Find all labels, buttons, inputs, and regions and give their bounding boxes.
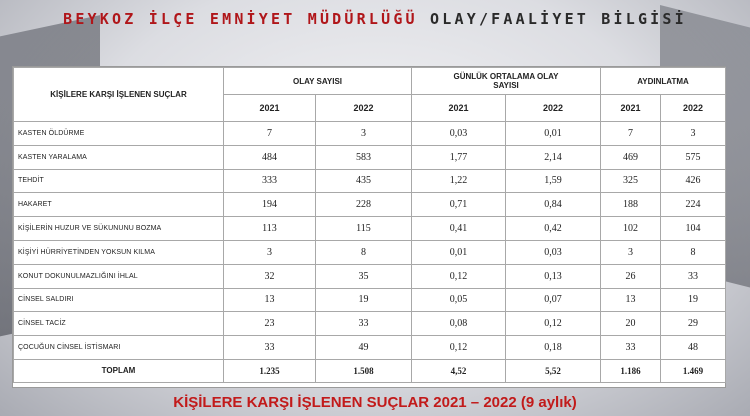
- crime-type-label: KİŞİLERİN HUZUR VE SÜKUNUNU BOZMA: [14, 217, 224, 241]
- crime-type-label: KİŞİYİ HÜRRİYETİNDEN YOKSUN KILMA: [14, 240, 224, 264]
- year-header: 2022: [506, 95, 601, 122]
- table-body: [14, 122, 726, 383]
- total-row: [14, 359, 726, 382]
- year-header: 2022: [316, 95, 412, 122]
- caption: KİŞİLERE KARŞI İŞLENEN SUÇLAR 2021 – 2022 (9 aylık): [173, 394, 577, 411]
- year-header: 2021: [601, 95, 661, 122]
- value-cell: 583: [316, 145, 412, 169]
- crime-type-label: CİNSEL SALDIRI: [14, 288, 224, 312]
- crime-type-label: KASTEN YARALAMA: [14, 145, 224, 169]
- value-cell: 7: [601, 122, 661, 146]
- value-cell: 0,05: [412, 288, 506, 312]
- value-cell: 48: [661, 336, 726, 360]
- value-cell: 0,12: [506, 312, 601, 336]
- total-value-cell: 4,52: [412, 359, 506, 382]
- value-cell: 3: [316, 122, 412, 146]
- value-cell: 325: [601, 169, 661, 193]
- crime-type-label: ÇOCUĞUN CİNSEL İSTİSMARI: [14, 336, 224, 360]
- value-cell: 0,03: [506, 240, 601, 264]
- crime-type-label: KASTEN ÖLDÜRME: [14, 122, 224, 146]
- table-row: [14, 169, 726, 193]
- value-cell: 20: [601, 312, 661, 336]
- value-cell: 33: [224, 336, 316, 360]
- value-cell: 19: [316, 288, 412, 312]
- table-row: [14, 217, 726, 241]
- value-cell: 426: [661, 169, 726, 193]
- crime-type-label: CİNSEL TACİZ: [14, 312, 224, 336]
- value-cell: 0,03: [412, 122, 506, 146]
- year-header: 2022: [661, 95, 726, 122]
- table-row: [14, 312, 726, 336]
- crime-type-label: HAKARET: [14, 193, 224, 217]
- table-row: [14, 145, 726, 169]
- table-row: [14, 288, 726, 312]
- value-cell: 19: [661, 288, 726, 312]
- value-cell: 33: [601, 336, 661, 360]
- value-cell: 224: [661, 193, 726, 217]
- page-title: [0, 10, 750, 28]
- table-row: [14, 336, 726, 360]
- value-cell: 0,41: [412, 217, 506, 241]
- value-cell: 333: [224, 169, 316, 193]
- year-header: 2021: [224, 95, 316, 122]
- value-cell: 32: [224, 264, 316, 288]
- crime-type-label: TEHDİT: [14, 169, 224, 193]
- value-cell: 0,12: [412, 336, 506, 360]
- value-cell: 13: [601, 288, 661, 312]
- value-cell: 2,14: [506, 145, 601, 169]
- value-cell: 13: [224, 288, 316, 312]
- value-cell: 33: [661, 264, 726, 288]
- value-cell: 188: [601, 193, 661, 217]
- value-cell: 0,01: [412, 240, 506, 264]
- total-value-cell: 1.508: [316, 359, 412, 382]
- value-cell: 49: [316, 336, 412, 360]
- title-red-part: BEYKOZ İLÇE EMNİYET MÜDÜRLÜĞÜ: [63, 10, 418, 28]
- value-cell: 1,59: [506, 169, 601, 193]
- table-row: [14, 240, 726, 264]
- table-row: [14, 193, 726, 217]
- value-cell: 0,42: [506, 217, 601, 241]
- value-cell: 0,01: [506, 122, 601, 146]
- value-cell: 575: [661, 145, 726, 169]
- value-cell: 26: [601, 264, 661, 288]
- group-header-gunluk-ortalama: GÜNLÜK ORTALAMA OLAY SAYISI: [412, 68, 601, 95]
- value-cell: 0,12: [412, 264, 506, 288]
- value-cell: 7: [224, 122, 316, 146]
- crime-type-label: KONUT DOKUNULMAZLIĞINI İHLAL: [14, 264, 224, 288]
- title-dark-part: OLAY/FAALİYET BİLGİSİ: [430, 10, 687, 28]
- value-cell: 0,71: [412, 193, 506, 217]
- value-cell: 3: [661, 122, 726, 146]
- value-cell: 8: [661, 240, 726, 264]
- crime-statistics-table-container: [12, 66, 726, 388]
- value-cell: 484: [224, 145, 316, 169]
- group-header-aydinlatma: AYDINLATMA: [601, 68, 726, 95]
- value-cell: 35: [316, 264, 412, 288]
- value-cell: 228: [316, 193, 412, 217]
- value-cell: 113: [224, 217, 316, 241]
- value-cell: 1,22: [412, 169, 506, 193]
- value-cell: 0,84: [506, 193, 601, 217]
- table-row: [14, 122, 726, 146]
- value-cell: 435: [316, 169, 412, 193]
- value-cell: 0,07: [506, 288, 601, 312]
- year-header: 2021: [412, 95, 506, 122]
- value-cell: 33: [316, 312, 412, 336]
- value-cell: 0,18: [506, 336, 601, 360]
- value-cell: 8: [316, 240, 412, 264]
- value-cell: 3: [601, 240, 661, 264]
- crime-statistics-table: [13, 67, 726, 383]
- value-cell: 1,77: [412, 145, 506, 169]
- total-value-cell: 5,52: [506, 359, 601, 382]
- value-cell: 29: [661, 312, 726, 336]
- total-label: TOPLAM: [14, 359, 224, 382]
- value-cell: 3: [224, 240, 316, 264]
- group-header-olay-sayisi: OLAY SAYISI: [224, 68, 412, 95]
- table-row: [14, 264, 726, 288]
- value-cell: 115: [316, 217, 412, 241]
- total-value-cell: 1.235: [224, 359, 316, 382]
- value-cell: 102: [601, 217, 661, 241]
- header-row-groups: [14, 68, 726, 95]
- value-cell: 104: [661, 217, 726, 241]
- value-cell: 23: [224, 312, 316, 336]
- value-cell: 469: [601, 145, 661, 169]
- row-header-cell: KİŞİLERE KARŞI İŞLENEN SUÇLAR: [14, 68, 224, 122]
- total-value-cell: 1.469: [661, 359, 726, 382]
- total-value-cell: 1.186: [601, 359, 661, 382]
- value-cell: 0,08: [412, 312, 506, 336]
- value-cell: 194: [224, 193, 316, 217]
- value-cell: 0,13: [506, 264, 601, 288]
